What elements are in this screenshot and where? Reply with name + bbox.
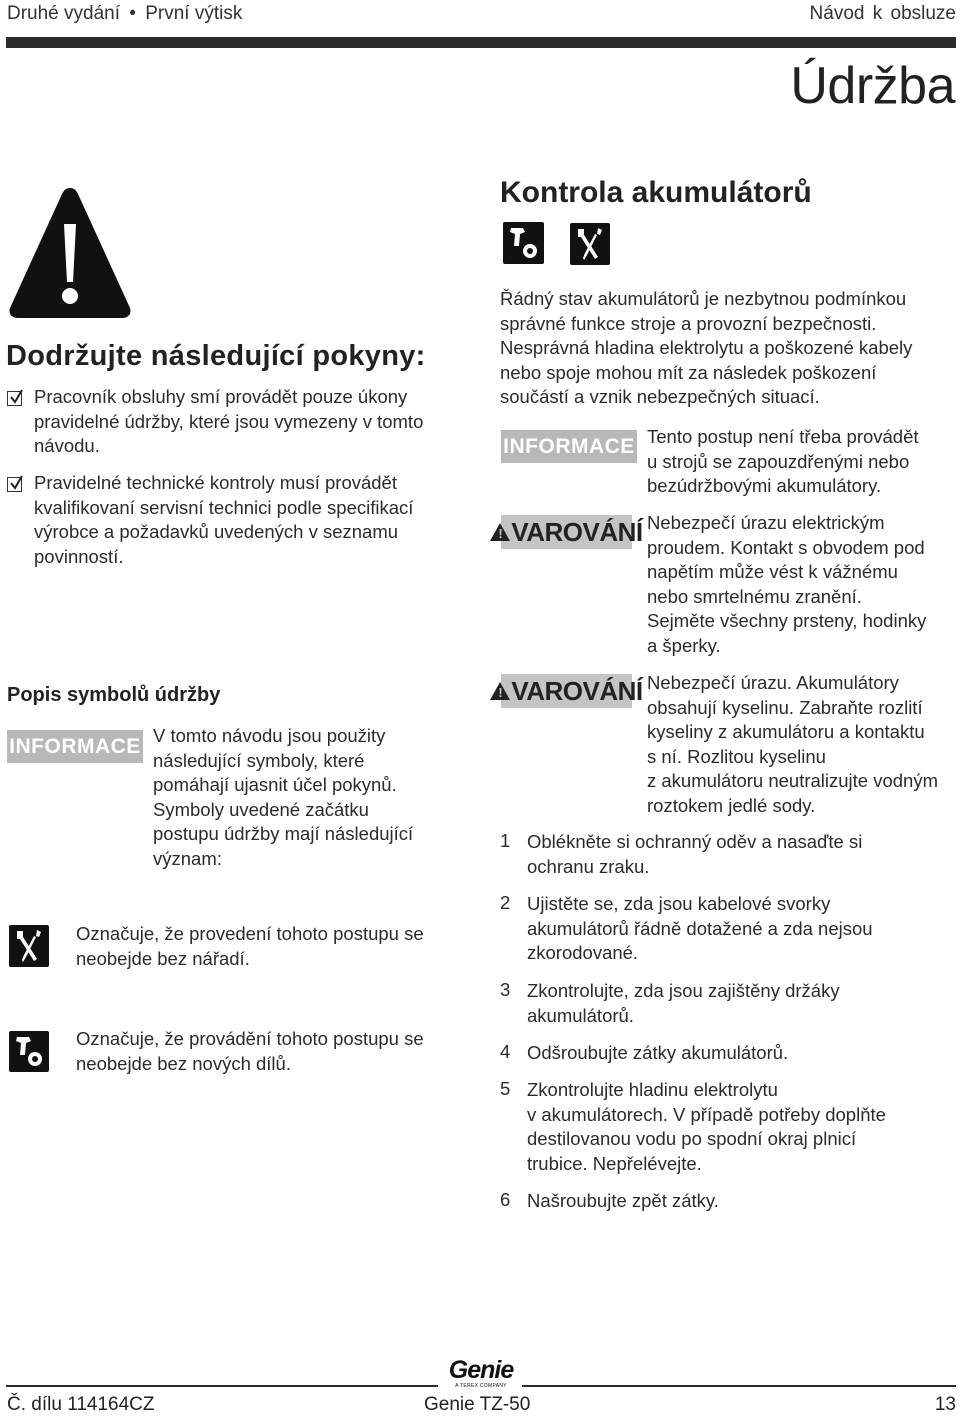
- tools-icon: [570, 223, 610, 265]
- checkbox-icon: [7, 391, 22, 406]
- step-1: [527, 830, 947, 879]
- rule-2-line: výrobce a požadavků uvedených v seznamu: [34, 521, 399, 542]
- step-number: 6: [500, 1189, 511, 1210]
- step-line: Zkontrolujte, zda jsou zajištěny držáky: [527, 980, 840, 1001]
- step-number: 2: [500, 892, 511, 913]
- note-line: Sejměte všechny prsteny, hodinky: [647, 610, 927, 631]
- step-5: [527, 1078, 947, 1176]
- step-4: [527, 1041, 947, 1066]
- info-line: postupu údržby mají následující: [153, 823, 414, 844]
- warning-triangle-icon: [6, 184, 134, 322]
- footer-page-number: 13: [934, 1394, 956, 1415]
- intro-line: správné funkce stroje a provozní bezpečnosti.: [500, 312, 877, 334]
- footer-rule-left: [6, 1385, 438, 1387]
- warning-badge-label: VAROVÁNÍ: [511, 675, 643, 706]
- note-line: u strojů se zapouzdřenými nebo: [647, 450, 910, 472]
- checkbox-icon: [7, 477, 22, 492]
- note-line: Nebezpečí úrazu elektrickým: [647, 512, 885, 533]
- note-line: obsahují kyselinu. Zabraňte rozlití: [647, 696, 923, 718]
- footer-rule-right: [522, 1385, 956, 1387]
- note-warning-acid: [647, 671, 938, 818]
- note-line: Tento postup není třeba provádět: [647, 426, 919, 447]
- note-line: napětím může vést k vážnému: [647, 561, 898, 582]
- warning-badge: [501, 674, 643, 708]
- info-line: význam:: [153, 847, 222, 869]
- step-line: Oblékněte si ochranný oděv a nasaďte si: [527, 831, 863, 852]
- intro-line: Nesprávná hladina elektrolytu a poškozené kabely: [500, 337, 913, 358]
- footer-part-number: Č. dílu 114164CZ: [7, 1394, 155, 1415]
- rules-heading: Dodržujte následující pokyny:: [6, 340, 426, 372]
- genie-logo-text: Genie: [448, 1356, 514, 1384]
- info-line: následující symboly, které: [153, 749, 365, 771]
- step-line: Zkontrolujte hladinu elektrolytu: [527, 1079, 778, 1100]
- note-warning-electric: [647, 511, 926, 658]
- step-line: Našroubujte zpět zátky.: [527, 1190, 719, 1211]
- parts-line: Označuje, že provádění tohoto postupu se: [76, 1028, 424, 1049]
- chapter-title: Údržba: [790, 57, 955, 115]
- note-line: Nebezpečí úrazu. Akumulátory: [647, 672, 899, 693]
- warning-triangle-icon: [490, 523, 510, 541]
- note-line: bezúdržbovými akumulátory.: [647, 475, 882, 496]
- header-doc-type: Návod k obsluze: [809, 3, 956, 24]
- parts-icon: [503, 222, 544, 264]
- header-rule: [6, 37, 956, 48]
- note-line: a šperky.: [647, 634, 721, 656]
- tools-icon: [9, 925, 49, 967]
- warning-triangle-icon: [490, 682, 510, 700]
- tools-description: [76, 922, 424, 971]
- note-line: s ní. Rozlitou kyselinu: [647, 745, 826, 767]
- step-line: destilovanou vodu po spodní okraj plnicí: [527, 1128, 857, 1149]
- note-line: roztokem jedlé sody.: [647, 794, 816, 816]
- parts-description: [76, 1027, 424, 1076]
- intro-text: [500, 287, 912, 410]
- genie-logo: [445, 1358, 517, 1389]
- intro-line: Řádný stav akumulátorů je nezbytnou podmínkou: [500, 288, 907, 309]
- rule-1-line: pravidelné údržby, které jsou vymezeny v tomto: [34, 410, 424, 432]
- step-number: 3: [500, 979, 511, 1000]
- info-badge: INFORMACE: [501, 430, 637, 463]
- step-number: 5: [500, 1078, 511, 1099]
- rule-1: [34, 385, 423, 459]
- info-line: pomáhají ujasnit účel pokynů.: [153, 774, 397, 795]
- warning-badge: [501, 515, 643, 549]
- step-line: Ujistěte se, zda jsou kabelové svorky: [527, 893, 831, 914]
- section-title: Kontrola akumulátorů: [500, 176, 812, 209]
- rule-1-line: návodu.: [34, 435, 100, 456]
- footer-model: Genie TZ-50: [424, 1394, 531, 1415]
- step-number: 1: [500, 830, 511, 851]
- step-line: ochranu zraku.: [527, 855, 650, 877]
- step-line: trubice. Nepřelévejte.: [527, 1152, 702, 1174]
- info-line: V tomto návodu jsou použity: [153, 725, 386, 746]
- rule-1-line: Pracovník obsluhy smí provádět pouze úkony: [34, 386, 408, 407]
- step-line: akumulátorů řádně dotažené a zda nejsou: [527, 917, 873, 939]
- info-badge: INFORMACE: [7, 730, 143, 763]
- step-6: [527, 1189, 947, 1214]
- intro-line: součástí a vznik nebezpečných situací.: [500, 386, 820, 407]
- rule-2: [34, 471, 413, 569]
- header-edition: [7, 3, 242, 25]
- tools-line: Označuje, že provedení tohoto postupu se: [76, 923, 424, 944]
- warning-badge-label: VAROVÁNÍ: [511, 516, 643, 547]
- edition-label: Druhé vydání: [7, 3, 121, 24]
- info-line: Symboly uvedené začátku: [153, 798, 369, 820]
- note-line: kyseliny z akumulátoru a kontaktu: [647, 721, 925, 742]
- step-line: Odšroubujte zátky akumulátorů.: [527, 1042, 789, 1063]
- parts-icon: [9, 1031, 49, 1072]
- note-line: proudem. Kontakt s obvodem pod: [647, 536, 925, 558]
- step-3: [527, 979, 947, 1028]
- rule-2-line: povinností.: [34, 545, 124, 567]
- note-line: nebo smrtelnému zranění.: [647, 585, 862, 607]
- symbols-heading: Popis symbolů údržby: [7, 684, 221, 706]
- info-text: [153, 724, 413, 871]
- edition-bullet: •: [129, 3, 136, 24]
- tools-line: neobejde bez nářadí.: [76, 947, 250, 969]
- step-2: [527, 892, 947, 966]
- rule-2-line: kvalifikovaní servisní technici podle specifikací: [34, 496, 414, 518]
- step-line: akumulátorů.: [527, 1004, 634, 1026]
- genie-logo-sub: A TEREX COMPANY: [455, 1383, 507, 1389]
- note-info: [647, 425, 919, 499]
- step-line: zkorodované.: [527, 942, 639, 963]
- rule-2-line: Pravidelné technické kontroly musí provádět: [34, 472, 397, 493]
- printing-label: První výtisk: [145, 3, 243, 24]
- step-line: v akumulátorech. V případě potřeby doplňte: [527, 1103, 886, 1125]
- step-number: 4: [500, 1041, 511, 1062]
- parts-line: neobejde bez nových dílů.: [76, 1052, 291, 1074]
- note-line: z akumulátoru neutralizujte vodným: [647, 770, 939, 791]
- intro-line: nebo spoje mohou mít za následek poškození: [500, 361, 877, 383]
